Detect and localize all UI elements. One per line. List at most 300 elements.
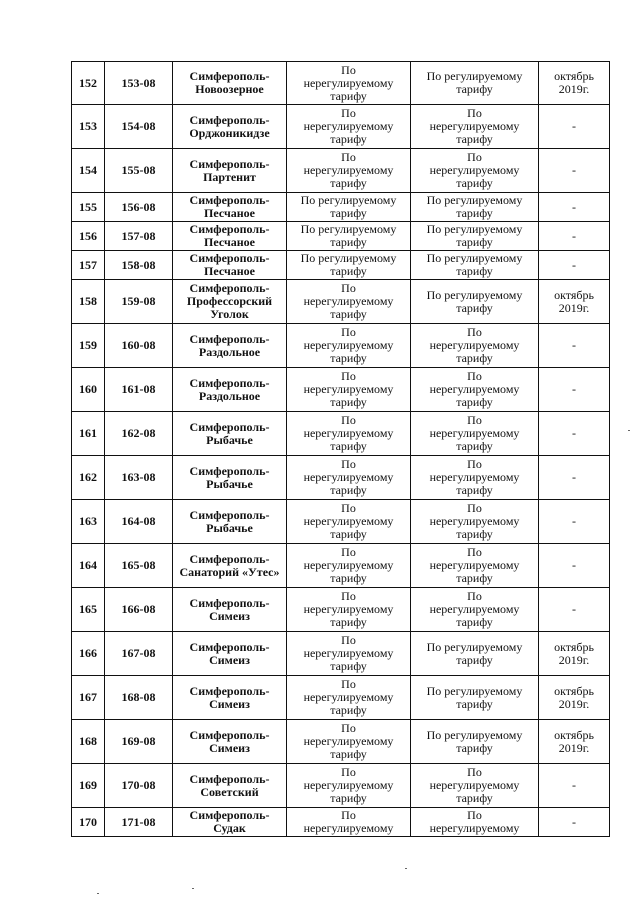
cell-line: нерегулируемому: [429, 821, 520, 835]
cell-line: тарифу: [456, 483, 493, 497]
cell-line: тарифу: [330, 235, 367, 249]
tariff-current-cell: [287, 500, 411, 544]
cell-line: Симферополь-: [189, 375, 270, 390]
route-number-cell: 160: [72, 368, 105, 412]
cell-line: нерегулируемому: [429, 163, 520, 177]
route-number-cell: 162: [72, 456, 105, 500]
routes-table: [71, 61, 610, 837]
cell-line: Симферополь-: [189, 222, 270, 236]
cell-line: тарифу: [456, 439, 493, 453]
cell-line: нерегулируемому: [303, 514, 394, 528]
cell-line: По: [467, 545, 482, 559]
scan-speck: [405, 868, 407, 869]
cell-line: тарифу: [456, 652, 493, 667]
cell-line: нерегулируемому: [303, 426, 394, 440]
route-number-cell: 158: [72, 280, 105, 324]
change-date-cell: [539, 251, 610, 280]
cell-line: тарифу: [456, 206, 493, 220]
route-number-cell: 163: [72, 500, 105, 544]
cell-line: -: [572, 257, 576, 272]
cell-line: По регулируемому: [426, 222, 523, 236]
route-number-cell: 159: [72, 324, 105, 368]
route-code-cell: 163-08: [105, 456, 173, 500]
cell-line: 2019г.: [558, 82, 590, 96]
route-number-cell: 154: [72, 149, 105, 193]
cell-line: -: [572, 558, 576, 572]
route-code-cell: 169-08: [105, 720, 173, 764]
cell-line: тарифу: [330, 395, 367, 409]
tariff-current-cell: [287, 368, 411, 412]
route-number-cell: 164: [72, 544, 105, 588]
cell-line: -: [572, 602, 576, 616]
cell-line: тарифу: [456, 615, 493, 629]
route-code-cell: 157-08: [105, 222, 173, 251]
cell-line: Уголок: [210, 307, 249, 321]
scan-speck: [192, 888, 194, 889]
change-date-cell: [539, 808, 610, 837]
cell-line: 2019г.: [558, 740, 590, 755]
route-name-cell: [173, 193, 287, 222]
route-number-cell: 155: [72, 193, 105, 222]
cell-line: тарифу: [456, 351, 493, 365]
cell-line: октябрь: [554, 69, 594, 83]
table-row: [72, 324, 610, 368]
cell-line: тарифу: [330, 703, 367, 717]
tariff-current-cell: [287, 105, 411, 149]
cell-line: По: [341, 633, 356, 647]
change-date-cell: [539, 105, 610, 149]
cell-line: тарифу: [330, 527, 367, 541]
route-name-cell: [173, 280, 287, 324]
route-code-cell: 161-08: [105, 368, 173, 412]
cell-line: нерегулируемому: [303, 602, 394, 616]
table-row: [72, 588, 610, 632]
cell-line: тарифу: [330, 206, 367, 220]
cell-line: Симферополь-: [189, 331, 270, 346]
table-row: [72, 676, 610, 720]
cell-line: Симферополь-: [189, 419, 270, 434]
cell-line: Симферополь-: [189, 727, 270, 742]
route-name-cell: [173, 324, 287, 368]
change-date-cell: [539, 149, 610, 193]
cell-line: тарифу: [456, 571, 493, 585]
cell-line: По: [341, 765, 356, 779]
cell-line: нерегулируемому: [429, 338, 520, 352]
cell-line: По регулируемому: [426, 683, 523, 698]
table-row: [72, 149, 610, 193]
route-code-cell: 164-08: [105, 500, 173, 544]
table-row: [72, 764, 610, 808]
cell-line: -: [572, 199, 576, 214]
route-name-cell: [173, 500, 287, 544]
cell-line: По: [467, 325, 482, 339]
cell-line: -: [572, 470, 576, 484]
tariff-current-cell: [287, 808, 411, 837]
cell-line: тарифу: [456, 740, 493, 755]
route-code-cell: 165-08: [105, 544, 173, 588]
route-code-cell: 156-08: [105, 193, 173, 222]
tariff-planned-cell: [411, 149, 539, 193]
table-row: [72, 280, 610, 324]
route-name-cell: [173, 105, 287, 149]
cell-line: нерегулируемому: [303, 734, 394, 748]
route-name-cell: [173, 676, 287, 720]
cell-line: Рыбачье: [206, 476, 253, 491]
change-date-cell: [539, 62, 610, 105]
cell-line: Партенит: [203, 169, 256, 184]
change-date-cell: [539, 544, 610, 588]
change-date-cell: [539, 764, 610, 808]
tariff-current-cell: [287, 544, 411, 588]
route-name-cell: [173, 764, 287, 808]
cell-line: По: [341, 150, 356, 164]
cell-line: Рыбачье: [206, 520, 253, 535]
route-code-cell: 171-08: [105, 808, 173, 837]
cell-line: По: [341, 808, 356, 822]
cell-line: -: [572, 814, 576, 829]
tariff-planned-cell: [411, 62, 539, 105]
cell-line: тарифу: [456, 696, 493, 711]
cell-line: Симферополь-: [189, 69, 270, 83]
cell-line: Симферополь-: [189, 193, 270, 207]
cell-line: По: [467, 413, 482, 427]
cell-line: Раздольное: [198, 344, 261, 359]
cell-line: Симферополь-: [189, 683, 270, 698]
route-number-cell: 168: [72, 720, 105, 764]
cell-line: По: [341, 413, 356, 427]
cell-line: тарифу: [330, 659, 367, 673]
route-name-cell: [173, 588, 287, 632]
cell-line: нерегулируемому: [303, 558, 394, 572]
change-date-cell: [539, 412, 610, 456]
cell-line: нерегулируемому: [429, 514, 520, 528]
route-number-cell: 165: [72, 588, 105, 632]
cell-line: нерегулируемому: [429, 558, 520, 572]
cell-line: Симферополь-: [189, 251, 270, 265]
tariff-current-cell: [287, 632, 411, 676]
route-number-cell: 152: [72, 62, 105, 105]
route-number-cell: 156: [72, 222, 105, 251]
cell-line: нерегулируемому: [303, 778, 394, 792]
cell-line: тарифу: [330, 351, 367, 365]
cell-line: По: [467, 369, 482, 383]
cell-line: 2019г.: [558, 652, 590, 667]
cell-line: тарифу: [456, 791, 493, 805]
tariff-planned-cell: [411, 324, 539, 368]
tariff-planned-cell: [411, 632, 539, 676]
cell-line: По: [341, 62, 356, 77]
cell-line: тарифу: [330, 264, 367, 278]
cell-line: По: [467, 150, 482, 164]
cell-line: октябрь: [554, 639, 594, 654]
route-name-cell: [173, 222, 287, 251]
cell-line: тарифу: [330, 88, 367, 103]
table-row: [72, 105, 610, 149]
cell-line: нерегулируемому: [303, 382, 394, 396]
cell-line: Советский: [200, 784, 259, 799]
tariff-current-cell: [287, 412, 411, 456]
change-date-cell: [539, 193, 610, 222]
cell-line: 2019г.: [558, 696, 590, 711]
tariff-planned-cell: [411, 280, 539, 324]
table-row: [72, 62, 610, 105]
tariff-planned-cell: [411, 456, 539, 500]
route-name-cell: [173, 251, 287, 280]
cell-line: Симеиз: [209, 608, 250, 623]
change-date-cell: [539, 368, 610, 412]
change-date-cell: [539, 500, 610, 544]
cell-line: Санаторий «Утес»: [179, 564, 280, 579]
table-row: [72, 720, 610, 764]
tariff-current-cell: [287, 588, 411, 632]
route-code-cell: 154-08: [105, 105, 173, 149]
cell-line: нерегулируемому: [303, 690, 394, 704]
cell-line: тарифу: [330, 307, 367, 321]
tariff-current-cell: [287, 720, 411, 764]
cell-line: -: [572, 426, 576, 440]
scan-speck: [628, 430, 630, 431]
cell-line: тарифу: [456, 132, 493, 146]
cell-line: По: [341, 281, 356, 295]
cell-line: Симферополь-: [189, 771, 270, 786]
cell-line: нерегулируемому: [303, 75, 394, 90]
cell-line: нерегулируемому: [303, 294, 394, 308]
tariff-planned-cell: [411, 676, 539, 720]
tariff-planned-cell: [411, 720, 539, 764]
cell-line: тарифу: [456, 176, 493, 190]
table-row: [72, 544, 610, 588]
cell-line: По: [341, 457, 356, 471]
change-date-cell: [539, 222, 610, 251]
table-row: [72, 632, 610, 676]
tariff-current-cell: [287, 676, 411, 720]
cell-line: По: [341, 545, 356, 559]
cell-line: тарифу: [456, 82, 493, 96]
table-row: [72, 222, 610, 251]
table-row: [72, 456, 610, 500]
tariff-current-cell: [287, 193, 411, 222]
cell-line: -: [572, 338, 576, 352]
tariff-planned-cell: [411, 500, 539, 544]
cell-line: нерегулируемому: [303, 821, 394, 835]
cell-line: Песчаное: [204, 235, 255, 249]
route-code-cell: 167-08: [105, 632, 173, 676]
route-code-cell: 170-08: [105, 764, 173, 808]
cell-line: Симферополь-: [189, 112, 270, 127]
route-name-cell: [173, 720, 287, 764]
cell-line: нерегулируемому: [303, 338, 394, 352]
route-code-cell: 155-08: [105, 149, 173, 193]
cell-line: -: [572, 778, 576, 792]
cell-line: нерегулируемому: [303, 119, 394, 133]
cell-line: Симферополь-: [189, 595, 270, 610]
cell-line: Симеиз: [209, 696, 250, 711]
cell-line: По регулируемому: [426, 639, 523, 654]
cell-line: нерегулируемому: [429, 382, 520, 396]
route-code-cell: 166-08: [105, 588, 173, 632]
cell-line: По: [467, 808, 482, 822]
route-code-cell: 168-08: [105, 676, 173, 720]
route-code-cell: 162-08: [105, 412, 173, 456]
tariff-planned-cell: [411, 222, 539, 251]
tariff-planned-cell: [411, 764, 539, 808]
route-name-cell: [173, 632, 287, 676]
cell-line: Симферополь-: [189, 156, 270, 171]
tariff-planned-cell: [411, 251, 539, 280]
tariff-current-cell: [287, 62, 411, 105]
cell-line: По: [467, 106, 482, 120]
cell-line: октябрь: [554, 727, 594, 742]
route-name-cell: [173, 808, 287, 837]
tariff-planned-cell: [411, 368, 539, 412]
cell-line: тарифу: [456, 300, 493, 315]
route-code-cell: 153-08: [105, 62, 173, 105]
tariff-planned-cell: [411, 588, 539, 632]
cell-line: нерегулируемому: [429, 602, 520, 616]
cell-line: Симеиз: [209, 740, 250, 755]
cell-line: По регулируемому: [426, 727, 523, 742]
cell-line: -: [572, 514, 576, 528]
cell-line: нерегулируемому: [303, 470, 394, 484]
cell-line: По регулируемому: [426, 193, 523, 207]
cell-line: -: [572, 228, 576, 243]
routes-table-body: [72, 62, 610, 837]
cell-line: нерегулируемому: [429, 778, 520, 792]
cell-line: Симферополь-: [189, 551, 270, 566]
cell-line: По регулируемому: [300, 251, 397, 265]
cell-line: По регулируемому: [426, 69, 523, 83]
route-code-cell: 158-08: [105, 251, 173, 280]
cell-line: Симферополь-: [189, 639, 270, 654]
route-code-cell: 159-08: [105, 280, 173, 324]
cell-line: По: [341, 501, 356, 515]
cell-line: октябрь: [554, 287, 594, 302]
tariff-current-cell: [287, 222, 411, 251]
tariff-current-cell: [287, 324, 411, 368]
cell-line: Новоозерное: [195, 82, 264, 96]
cell-line: нерегулируемому: [429, 470, 520, 484]
cell-line: Профессорский: [186, 294, 273, 308]
cell-line: Песчаное: [204, 206, 255, 220]
change-date-cell: [539, 720, 610, 764]
route-name-cell: [173, 544, 287, 588]
cell-line: По: [341, 369, 356, 383]
cell-line: тарифу: [330, 571, 367, 585]
cell-line: тарифу: [330, 176, 367, 190]
cell-line: тарифу: [456, 264, 493, 278]
tariff-planned-cell: [411, 412, 539, 456]
tariff-current-cell: [287, 280, 411, 324]
cell-line: -: [572, 163, 576, 177]
cell-line: По: [341, 721, 356, 735]
change-date-cell: [539, 588, 610, 632]
route-number-cell: 169: [72, 764, 105, 808]
cell-line: 2019г.: [558, 300, 590, 315]
cell-line: тарифу: [456, 395, 493, 409]
route-name-cell: [173, 456, 287, 500]
tariff-planned-cell: [411, 808, 539, 837]
tariff-planned-cell: [411, 544, 539, 588]
tariff-planned-cell: [411, 193, 539, 222]
cell-line: Симферополь-: [189, 507, 270, 522]
cell-line: нерегулируемому: [303, 163, 394, 177]
cell-line: тарифу: [330, 483, 367, 497]
cell-line: По: [467, 765, 482, 779]
change-date-cell: [539, 456, 610, 500]
scan-speck: [97, 893, 99, 894]
route-number-cell: 157: [72, 251, 105, 280]
cell-line: -: [572, 382, 576, 396]
cell-line: -: [572, 119, 576, 133]
cell-line: Симферополь-: [189, 463, 270, 478]
table-row: [72, 500, 610, 544]
cell-line: По: [467, 457, 482, 471]
table-row: [72, 193, 610, 222]
cell-line: По: [467, 589, 482, 603]
route-number-cell: 170: [72, 808, 105, 837]
change-date-cell: [539, 280, 610, 324]
cell-line: тарифу: [456, 527, 493, 541]
cell-line: По регулируемому: [300, 222, 397, 236]
cell-line: нерегулируемому: [429, 426, 520, 440]
cell-line: октябрь: [554, 683, 594, 698]
route-name-cell: [173, 62, 287, 105]
route-code-cell: 160-08: [105, 324, 173, 368]
route-number-cell: 167: [72, 676, 105, 720]
cell-line: Песчаное: [204, 264, 255, 278]
cell-line: нерегулируемому: [303, 646, 394, 660]
change-date-cell: [539, 324, 610, 368]
tariff-current-cell: [287, 251, 411, 280]
table-row: [72, 808, 610, 837]
cell-line: По: [341, 677, 356, 691]
table-row: [72, 251, 610, 280]
cell-line: По: [467, 501, 482, 515]
cell-line: Орджоникидзе: [189, 125, 270, 140]
cell-line: По: [341, 106, 356, 120]
cell-line: По: [341, 589, 356, 603]
cell-line: Симферополь-: [189, 281, 270, 295]
cell-line: тарифу: [330, 747, 367, 761]
cell-line: По: [341, 325, 356, 339]
route-number-cell: 161: [72, 412, 105, 456]
table-row: [72, 412, 610, 456]
cell-line: По регулируемому: [300, 193, 397, 207]
cell-line: По регулируемому: [426, 251, 523, 265]
route-name-cell: [173, 368, 287, 412]
cell-line: тарифу: [330, 439, 367, 453]
tariff-current-cell: [287, 764, 411, 808]
cell-line: нерегулируемому: [429, 119, 520, 133]
cell-line: тарифу: [456, 235, 493, 249]
table-row: [72, 368, 610, 412]
cell-line: Рыбачье: [206, 432, 253, 447]
route-name-cell: [173, 149, 287, 193]
change-date-cell: [539, 676, 610, 720]
route-name-cell: [173, 412, 287, 456]
cell-line: тарифу: [330, 615, 367, 629]
route-number-cell: 166: [72, 632, 105, 676]
cell-line: тарифу: [330, 132, 367, 146]
cell-line: Симеиз: [209, 652, 250, 667]
tariff-planned-cell: [411, 105, 539, 149]
tariff-current-cell: [287, 149, 411, 193]
tariff-current-cell: [287, 456, 411, 500]
cell-line: тарифу: [330, 791, 367, 805]
cell-line: Раздольное: [198, 388, 261, 403]
change-date-cell: [539, 632, 610, 676]
cell-line: По регулируемому: [426, 287, 523, 302]
